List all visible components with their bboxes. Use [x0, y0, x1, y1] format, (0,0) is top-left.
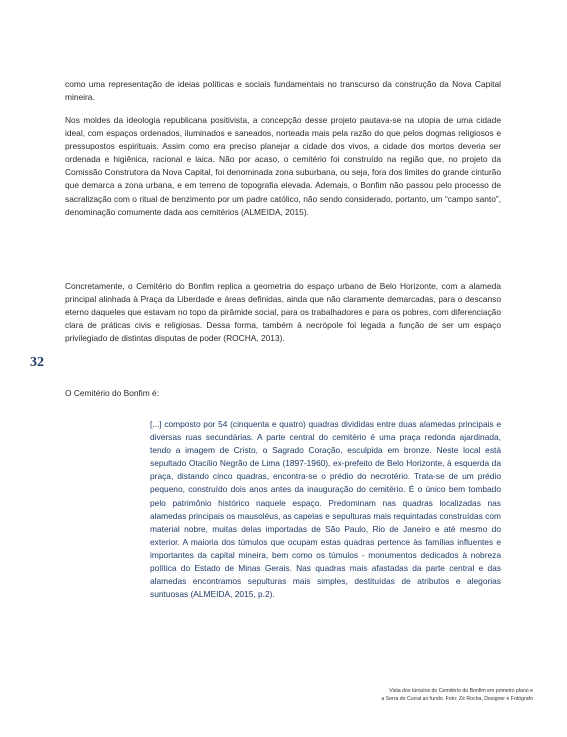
caption-line-1: Vista dos túmulos do Cemitério do Bonfim em primeiro plano e — [389, 688, 533, 694]
caption-line-2: a Serra do Curral ao fundo. Foto: Zé Rocha, Designer e Fotógrafo — [381, 695, 533, 702]
block-quote: [...] composto por 54 (cinquenta e quatro) quadras divididas entre duas alamedas principais e diversas ruas secundárias. A parte central do cemitério é uma praça redonda ajardinada, tendo a imagem de Cristo, o Sagrado Coração, esculpida em bronze. Neste local está sepultado Otacílio Negrão de Lima (1897-1960), ex-prefeito de Belo Horizonte, à esquerda da praça, distando cinco quadras, encontra-se o prédio do necrotério. Trata-se de um prédio pequeno, construído dois anos antes da inauguração do cemitério. É o único bem tombado pelo patrimônio histórico naquele espaço. Predominam nas quadras localizadas nas alamedas principais os mausoléus, as capelas e sepulturas mais requintadas construídas com material nobre, muitas delas importadas de São Paulo, Rio de Janeiro e até mesmo do exterior. A maioria dos túmulos que ocupam estas quadras pertence às famílias influentes e importantes da capital mineira, bem como os túmulos - monumentos dedicados à nobreza política do Estado de Minas Gerais. Nas quadras mais afastadas da parte central e das alamedas encontramos sepulturas mais simples, destituídas de atributos e alegorias suntuosas (ALMEIDA, 2015, p.2). — [150, 419, 501, 600]
page-number: 32 — [30, 355, 44, 370]
photo-caption — [303, 688, 533, 703]
paragraph-ideology: Nos moldes da ideologia republicana positivista, a concepção desse projeto pautava-se na utopia de uma cidade ideal, com espaços ordenados, iluminados e saneados, norteada mais pela razão do que pelos dogmas religiosos e pressupostos espirituais. Assim como era preciso planejar a cidade dos vivos, a cidade dos mortos deveria ser ordenada e higiênica, racional e laica. Não por acaso, o cemitério foi construído na região que, no projeto da Comissão Construtora da Nova Capital, foi denominada zona suburbana, ou seja, fora dos limites do grande cinturão que demarca a zona urbana, e em terreno de topografia elevada. Ademais, o Bonfim não passou pelo processo de sacralização com o ritual de benzimento por um padre católico, não sendo considerado, portanto, um “campo santo”, denominação comumente dada aos cemitérios (ALMEIDA, 2015). — [65, 115, 501, 217]
paragraph-geometry: Concretamente, o Cemitério do Bonfim replica a geometria do espaço urbano de Belo Horizonte, com a alameda principal alinhada à Praça da Liberdade e áreas definidas, ainda que não claramente demarcadas, para o descanso eterno daqueles que estavam no topo da pirâmide social, para os trabalhadores e para os pobres, com diferenciação clara de práticas civis e religiosas. Dessa forma, também à necrópole foi legada a função de ser um espaço privilegiado de distintas disputas de poder (ROCHA, 2013). — [65, 281, 501, 344]
paragraph-quote-intro: O Cemitério do Bonfim é: — [65, 388, 160, 398]
paragraph-intro: como uma representação de ideias políticas e sociais fundamentais no transcurso da construção da Nova Capital mineira. — [65, 79, 501, 103]
